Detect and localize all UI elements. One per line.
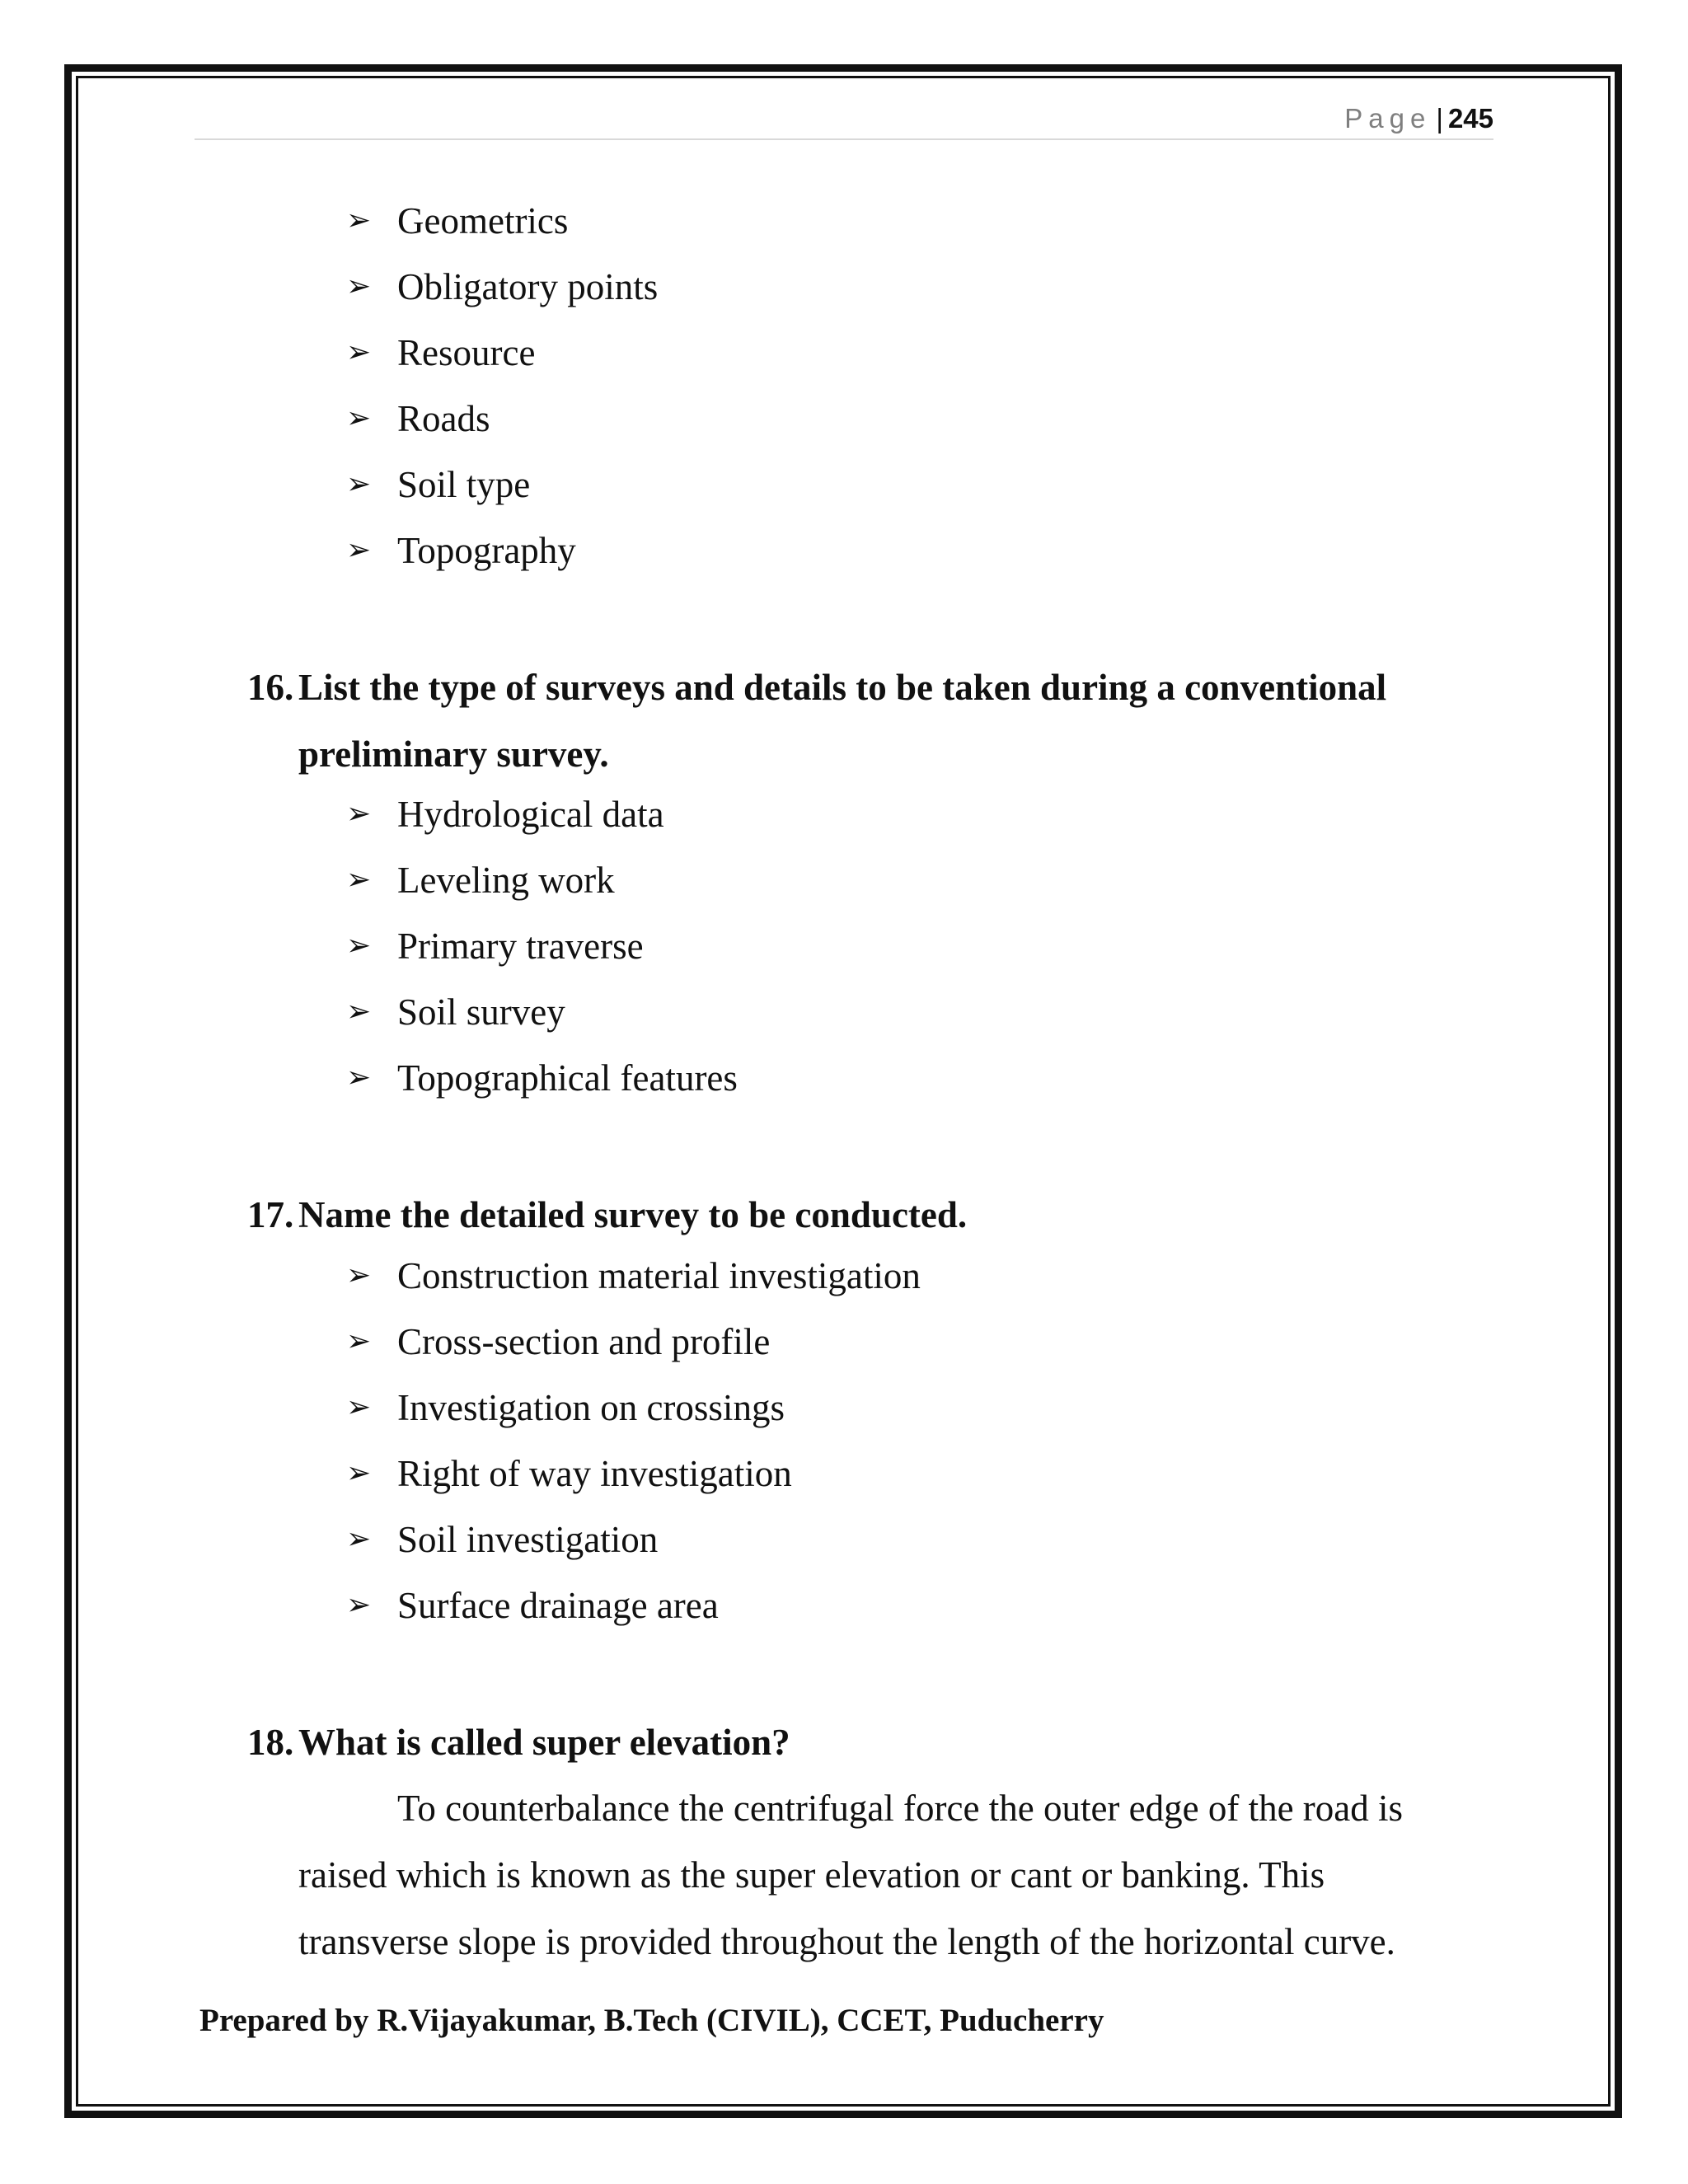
list-item bbox=[346, 987, 565, 1037]
list-item bbox=[346, 262, 658, 312]
list-item-text: Geometrics bbox=[397, 200, 569, 241]
arrowhead-bullet-icon: ➢ bbox=[346, 204, 372, 237]
answer-paragraph: To counterbalance the centrifugal force the outer edge of the road is raised which is known as the super elevation or cant or banking. This transverse slope is provided throughout the length of the horizontal curve. bbox=[298, 1788, 1404, 1962]
arrowhead-bullet-icon: ➢ bbox=[346, 1061, 372, 1094]
arrowhead-bullet-icon: ➢ bbox=[346, 863, 372, 897]
list-item-text: Investigation on crossings bbox=[397, 1387, 785, 1428]
list-item bbox=[346, 526, 576, 575]
list-item-text: Hydrological data bbox=[397, 794, 664, 835]
arrowhead-bullet-icon: ➢ bbox=[346, 1588, 372, 1622]
list-item bbox=[346, 855, 615, 905]
arrowhead-bullet-icon: ➢ bbox=[346, 797, 372, 831]
list-item-text: Construction material investigation bbox=[397, 1255, 921, 1296]
question-number: 17. bbox=[247, 1194, 294, 1235]
list-item bbox=[346, 328, 535, 377]
list-item bbox=[346, 1383, 785, 1432]
list-item-text: Primary traverse bbox=[397, 926, 644, 967]
arrowhead-bullet-icon: ➢ bbox=[346, 1456, 372, 1490]
question-text-line1: List the type of surveys and details to be taken during a conventional bbox=[298, 667, 1387, 708]
list-item bbox=[346, 1515, 658, 1564]
question-18-heading bbox=[247, 1709, 790, 1776]
question-number: 16. bbox=[247, 667, 294, 708]
page-number: 245 bbox=[1447, 103, 1493, 134]
question-17-heading bbox=[247, 1182, 967, 1249]
list-item-text: Topographical features bbox=[397, 1057, 738, 1099]
list-item bbox=[346, 394, 490, 443]
list-item-text: Cross-section and profile bbox=[397, 1321, 771, 1362]
list-item-text: Right of way investigation bbox=[397, 1453, 792, 1494]
arrowhead-bullet-icon: ➢ bbox=[346, 335, 372, 369]
question-text-line2: preliminary survey. bbox=[298, 733, 609, 775]
list-item bbox=[346, 921, 644, 971]
page-footer: Prepared by R.Vijayakumar, B.Tech (CIVIL), CCET, Puducherry bbox=[199, 2003, 1104, 2038]
list-item bbox=[346, 1317, 770, 1366]
list-item bbox=[346, 1053, 738, 1103]
list-item bbox=[346, 790, 664, 839]
list-item bbox=[346, 196, 568, 246]
list-item-text: Obligatory points bbox=[397, 266, 659, 307]
list-item-text: Surface drainage area bbox=[397, 1585, 719, 1626]
list-item-text: Soil investigation bbox=[397, 1519, 659, 1560]
arrowhead-bullet-icon: ➢ bbox=[346, 467, 372, 501]
list-item bbox=[346, 1581, 719, 1630]
question-text: What is called super elevation? bbox=[298, 1722, 790, 1763]
arrowhead-bullet-icon: ➢ bbox=[346, 995, 372, 1029]
list-item-text: Soil type bbox=[397, 464, 531, 505]
page-separator: | bbox=[1436, 103, 1443, 134]
arrowhead-bullet-icon: ➢ bbox=[346, 533, 372, 567]
arrowhead-bullet-icon: ➢ bbox=[346, 1324, 372, 1358]
question-text: Name the detailed survey to be conducted. bbox=[298, 1194, 968, 1235]
page-header bbox=[195, 97, 1493, 140]
list-item-text: Topography bbox=[397, 530, 576, 571]
question-number: 18. bbox=[247, 1722, 294, 1763]
list-item bbox=[346, 1251, 921, 1301]
list-item-text: Soil survey bbox=[397, 991, 565, 1033]
page-label: Page bbox=[1344, 103, 1432, 134]
arrowhead-bullet-icon: ➢ bbox=[346, 929, 372, 963]
list-item bbox=[346, 460, 530, 509]
arrowhead-bullet-icon: ➢ bbox=[346, 269, 372, 303]
arrowhead-bullet-icon: ➢ bbox=[346, 1522, 372, 1556]
arrowhead-bullet-icon: ➢ bbox=[346, 1390, 372, 1424]
list-item bbox=[346, 1449, 792, 1498]
list-item-text: Roads bbox=[397, 398, 490, 439]
list-item-text: Resource bbox=[397, 332, 536, 373]
arrowhead-bullet-icon: ➢ bbox=[346, 1258, 372, 1292]
question-16-heading bbox=[247, 654, 1386, 788]
list-item-text: Leveling work bbox=[397, 860, 615, 901]
arrowhead-bullet-icon: ➢ bbox=[346, 401, 372, 435]
